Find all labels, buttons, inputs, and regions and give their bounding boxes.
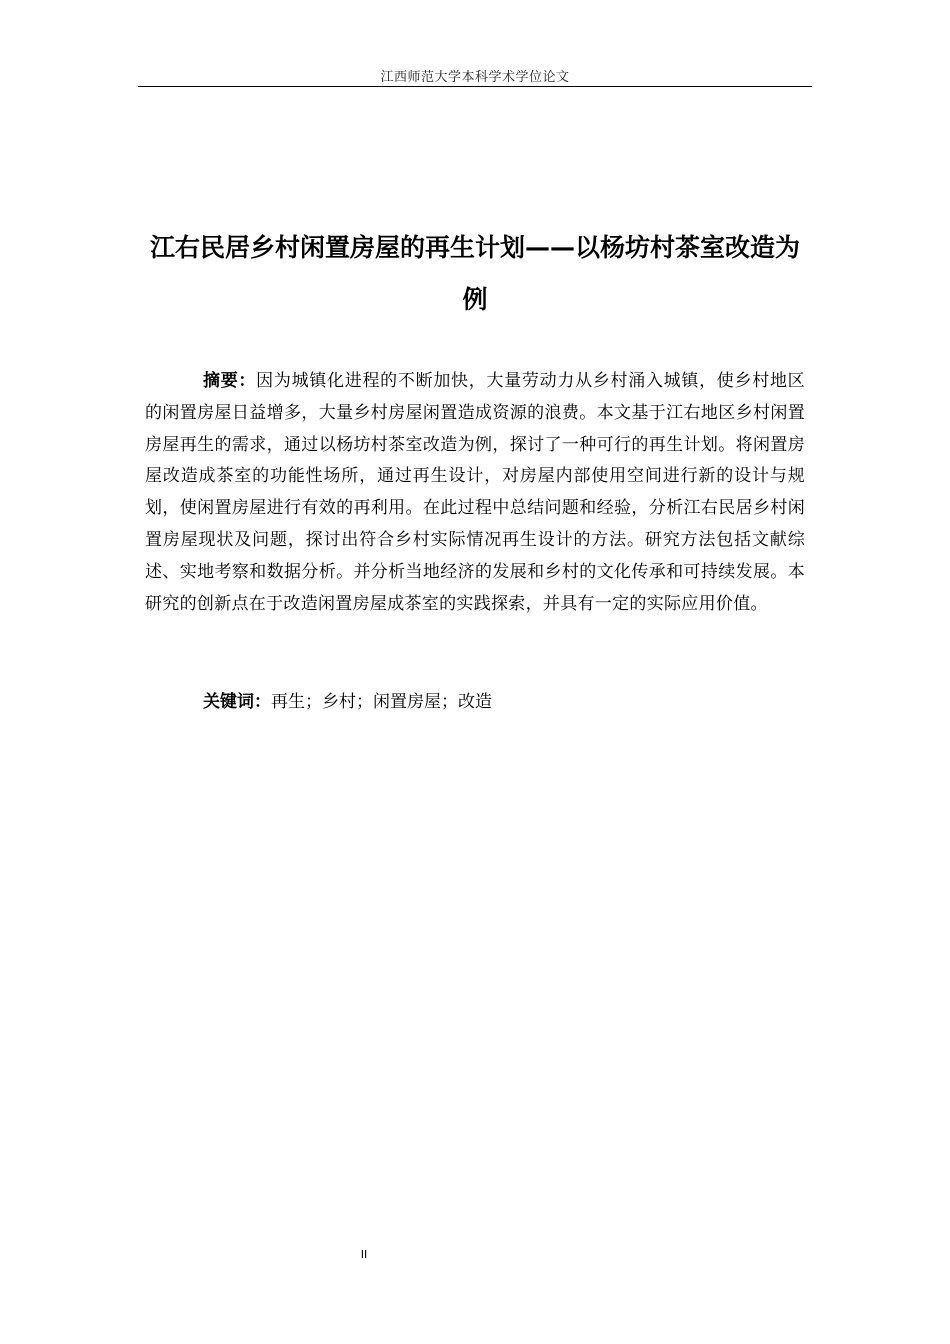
header-divider	[138, 86, 812, 87]
keywords-text: 再生；乡村；闲置房屋；改造	[271, 692, 492, 712]
page-number: II	[360, 1248, 368, 1261]
abstract-label: 摘要：	[203, 371, 257, 391]
keywords-line	[203, 688, 492, 716]
keywords-label: 关键词：	[203, 692, 271, 712]
paper-title: 江右民居乡村闲置房屋的再生计划——以杨坊村茶室改造为例	[149, 233, 800, 314]
running-header: 江西师范大学本科学术学位论文	[380, 70, 570, 85]
abstract-paragraph	[145, 366, 805, 620]
abstract-text: 因为城镇化进程的不断加快，大量劳动力从乡村涌入城镇，使乡村地区的闲置房屋日益增多，大量乡村房屋闲置造成资源的浪费。本文基于江右地区乡村闲置房屋再生的需求，通过以杨坊村茶室改造为例，探讨了一种可行的再生计划。将闲置房屋改造成茶室的功能性场所，通过再生设计，对房屋内部使用空间进行新的设计与规划，使闲置房屋进行有效的再利用。在此过程中总结问题和经验，分析江右民居乡村闲置房屋现状及问题，探讨出符合乡村实际情况再生设计的方法。研究方法包括文献综述、实地考察和数据分析。并分析当地经济的发展和乡村的文化传承和可持续发展。本研究的创新点在于改造闲置房屋成茶室的实践探索，并具有一定的实际应用价值。	[145, 371, 805, 614]
